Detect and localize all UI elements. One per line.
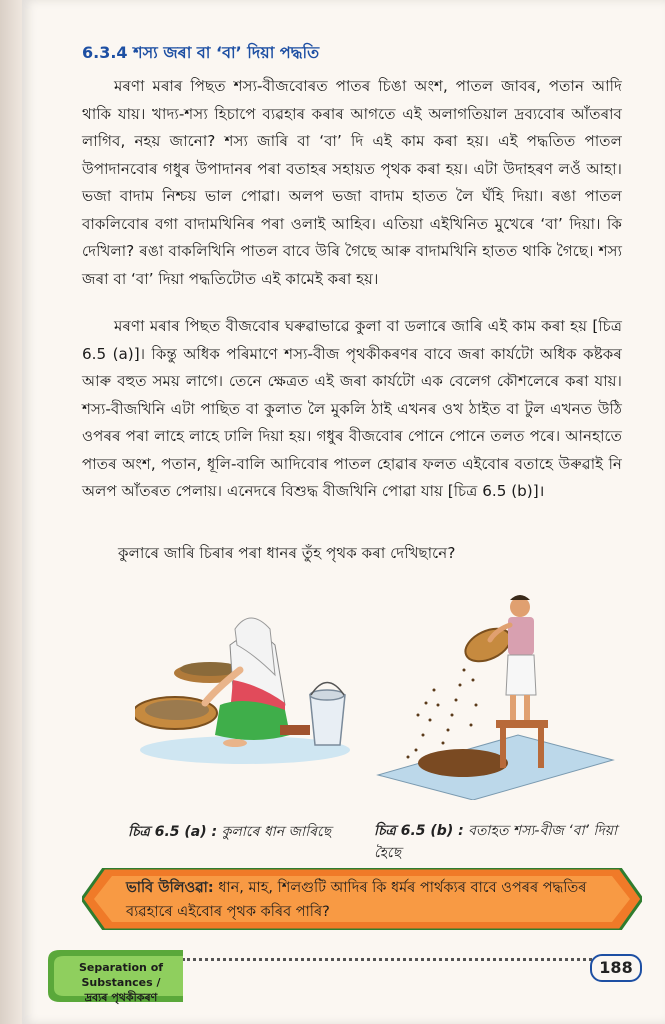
footer-dotted-rule: [182, 958, 592, 961]
figure-6-5a-caption: [128, 820, 331, 844]
chapter-footer-tab: [48, 950, 183, 1002]
figure-6-5b-caption-text: বতাহত শস্য-বীজ ‘বা’ দিয়া হৈছে: [374, 823, 618, 861]
figure-6-5a-caption-text: কুলাৰে ধান জাৰিছে: [221, 824, 332, 840]
think-box-text: [126, 876, 626, 924]
section-heading: 6.3.4 শস্য জৰা বা ‘বা’ দিয়া পদ্ধতি: [82, 43, 320, 62]
think-box-question: ধান, মাহ, শিলগুটি আদিৰ কি ধৰ্মৰ পাৰ্থক্যৰ বাবে ওপৰৰ পদ্ধতিৰ ব্যৱহাৰে এইবোৰ পৃথক কৰিব পাৰি?: [126, 880, 587, 920]
chapter-footer-text: [62, 960, 180, 1005]
paragraph-2: মৰণা মৰাৰ পিছত বীজবোৰ ঘৰুৱাভাৱে কুলা বা ডলাৰে জাৰি এই কাম কৰা হয় [চিত্ৰ 6.5 (a)]। কিন্তু অধিক পৰিমাণে শস্য-বীজ পৃথকীকৰণৰ বাবে জৰা কাৰ্যটো অধিক কষ্টকৰ আৰু বহুত সময় লাগে। তেনে ক্ষেত্ৰত এই জৰা কাৰ্যটো এক বেলেগ কৌশলেৰে কৰা যায়। শস্য-বীজখিনি এটা পাছিত বা কুলাত লৈ মুকলি ঠাই এখনৰ ওখ ঠাইত বা টুল এখনত উঠি ওপৰৰ পৰা লাহে লাহে ঢালি দিয়া হয়। গধুৰ বীজবোৰ পোনে পোনে তলত পৰে। আনহাতে পাতৰ অংশ, পতান, ধূলি-বালি আদিবোৰ পাতল হোৱাৰ ফলত এইবোৰ বতাহে উৰুৱাই নি অলপ আঁতৰত পেলায়। এনেদৰে বিশুদ্ধ বীজখিনি পোৱা যায় [চিত্ৰ 6.5 (b)]।: [82, 317, 622, 500]
question-text: কুলাৰে জাৰি চিৰাৰ পৰা ধানৰ তুঁহ পৃথক কৰা দেখিছানে?: [118, 544, 456, 562]
book-binding: [0, 0, 22, 1024]
figure-6-5b-caption: [374, 820, 634, 864]
page-number: 188: [590, 954, 642, 982]
figure-6-5a-label: চিত্ৰ 6.5 (a) :: [128, 824, 218, 840]
figure-6-5a-illustration: [135, 585, 350, 770]
think-box-label: ভাবি উলিওৱা:: [126, 880, 214, 896]
figure-6-5b-illustration: [368, 585, 618, 800]
chapter-title-assamese: দ্ৰব্যৰ পৃথকীকৰণ: [84, 991, 158, 1004]
paragraph-1: মৰণা মৰাৰ পিছত শস্য-বীজবোৰত পাতৰ চিঙা অংশ, পাতল জাবৰ, পতান আদি থাকি যায়। খাদ্য-শস্য হিচাপে ব্যৱহাৰ কৰাৰ আগতে এই অলাগতিয়াল দ্ৰব্যবোৰ আঁতৰাব লাগিব, নহয় জানো? শস্য জাৰি বা ‘বা’ দি এই কাম কৰা হয়। এই পদ্ধতিত পাতল উপাদানবোৰ গধুৰ উপাদানৰ পৰা বতাহৰ সহায়ত পৃথক কৰা হয়। এটা উদাহৰণ লওঁ আহা। ভজা বাদাম নিশ্চয় ভাল পোৱা। অলপ ভজা বাদাম হাতত লৈ ঘঁহি দিয়া। ৰঙা পাতল বাকলিবোৰ বগা বাদামখিনিৰ পৰা ওলাই আহিব। এতিয়া এইখিনিত মুখেৰে ‘বা’ দিয়া। কি দেখিলা? ৰঙা বাকলিখিনি পাতল বাবে উৰি গৈছে আৰু বাদামখিনি হাতত থাকি গৈছে। শস্য জৰা বা ‘বা’ দিয়া পদ্ধতিটোত এই কামেই কৰা হয়।: [82, 77, 622, 288]
chapter-title-english: Separation of Substances /: [78, 961, 164, 989]
figure-6-5b-label: চিত্ৰ 6.5 (b) :: [374, 823, 464, 839]
think-box: [82, 868, 642, 930]
